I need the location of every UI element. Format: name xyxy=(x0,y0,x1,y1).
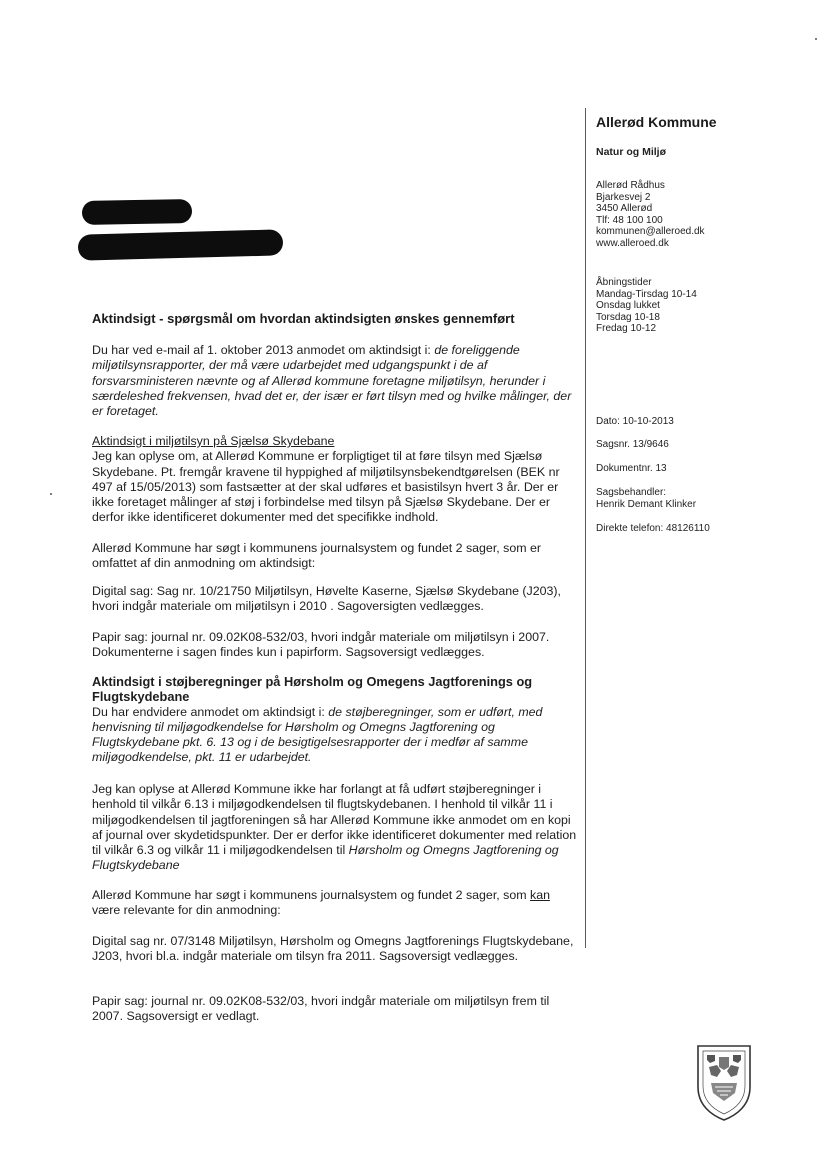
department-name: Natur og Miljø xyxy=(596,146,666,158)
intro-quote: de foreliggende miljøtilsynsrapporter, der må være udarbejdet med udgangspunkt i de af forsvarsministeren nævnte og af Allerød kommune foretagne miljøtilsyn, herunder i særdeleshed frekvensen, hvad det er, der især er ført tilsyn med og hvilke målinger, der er foretaget. xyxy=(92,343,572,419)
letter-title: Aktindsigt - spørgsmål om hvordan aktindsigten ønskes gennemført xyxy=(92,311,515,326)
redacted-recipient-name xyxy=(82,199,192,225)
section2 xyxy=(92,674,577,766)
opening-hours-line: Mandag-Tirsdag 10-14 xyxy=(596,288,697,300)
opening-hours-title: Åbningstider xyxy=(596,277,652,288)
opening-hours-line: Onsdag lukket xyxy=(596,300,660,311)
case-officer-name: Henrik Demant Klinker xyxy=(596,498,697,510)
paper-case-paragraph-2: Papir sag: journal nr. 09.02K08-532/03, hvori indgår materiale om miljøtilsyn frem til 2007. Sagsoversigt er vedlagt. xyxy=(92,994,550,1024)
journal-search-paragraph-2 xyxy=(92,888,577,919)
case-officer-label: Sagsbehandler: xyxy=(596,487,667,498)
section1 xyxy=(92,434,577,526)
journal2-text-a: Allerød Kommune har søgt i kommunens journalsystem og fundet 2 sager, som xyxy=(92,888,530,902)
website-line: www.alleroed.dk xyxy=(596,237,669,249)
section2-quote: de støjberegninger, som er udført, med henvisning til miljøgodkendelse for Hørsholm og Omegns Jagtforening og Flugtskydebane pkt. 6. 13 og i de besigtigelsesrapporter der i medfør af samme miljøgodkendelse, pkt. 11 er udarbejdet. xyxy=(92,704,543,765)
noise-calc-text: Jeg kan oplyse at Allerød Kommune ikke har forlangt at få udført støjberegninger i henhold til vilkår 6.13 i miljøgodkendelsen til flugtskydebanen. I henhold til vilkår 11 i miljøgodkendelsen til jagtforeningen så har Allerød Kommune ikke anmodet om en kopi af journal over skydetidspunkter. Der er derfor ikke identificeret dokumenter med relation til vilkår 6.3 og vilkår 11 i miljøgodkendelsen til xyxy=(92,782,577,858)
opening-hours-block xyxy=(596,277,697,335)
sidebar-divider xyxy=(585,108,586,948)
section2-text: Du har endvidere anmodet om aktindsigt i: xyxy=(92,704,329,719)
address-line: 3450 Allerød xyxy=(596,203,653,214)
noise-calc-paragraph xyxy=(92,782,577,874)
journal2-underlined: kan xyxy=(530,888,550,902)
address-line: Allerød Rådhus xyxy=(596,180,665,191)
document-number: Dokumentnr. 13 xyxy=(596,463,667,474)
intro-paragraph xyxy=(92,343,577,419)
section2-heading: Aktindsigt i støjberegninger på Hørsholm og Omegens Jagtforenings og Flugtskydebane xyxy=(92,674,533,705)
redacted-recipient-address xyxy=(78,229,284,260)
intro-text: Du har ved e-mail af 1. oktober 2013 anmodet om aktindsigt i: xyxy=(92,343,435,357)
section1-heading: Aktindsigt i miljøtilsyn på Sjælsø Skydebane xyxy=(92,434,335,448)
opening-hours-line: Torsdag 10-18 xyxy=(596,311,660,323)
direct-phone: Direkte telefon: 48126110 xyxy=(596,523,710,534)
address-line: Bjarkesvej 2 xyxy=(596,191,651,203)
case-officer-block xyxy=(596,487,696,510)
journal-search-paragraph-1: Allerød Kommune har søgt i kommunens journalsystem og fundet 2 sager, som er omfattet af din anmodning om aktindsigt: xyxy=(92,541,542,571)
org-address-block xyxy=(596,180,705,249)
org-name: Allerød Kommune xyxy=(596,114,717,130)
noise-calc-quote: Hørsholm og Omegns Jagtforening og Flugtskydebane xyxy=(92,843,559,873)
opening-hours-line: Fredag 10-12 xyxy=(596,323,657,334)
paper-case-paragraph-1: Papir sag: journal nr. 09.02K08-532/03, hvori indgår materiale om miljøtilsyn i 2007. Dokumenterne i sagen findes kun i papirform. Sagsoversigt vedlægges. xyxy=(92,630,550,660)
phone-line: Tlf: 48 100 100 xyxy=(596,214,663,226)
journal2-text-b: være relevante for din anmodning: xyxy=(92,903,281,918)
digital-case-paragraph-1: Digital sag: Sag nr. 10/21750 Miljøtilsyn, Høvelte Kaserne, Sjælsø Skydebane (J203), hvori indgår materiale om miljøtilsyn i 2010 . Sagoversigten vedlægges. xyxy=(92,584,561,614)
scan-speck xyxy=(815,38,817,40)
case-number: Sagsnr. 13/9646 xyxy=(596,439,669,450)
section1-body: Jeg kan oplyse om, at Allerød Kommune er forpligtiget til at føre tilsyn med Sjælsø Skydebane. Pt. fremgår kravene til hyppighed af miljøtilsynsbekendtgørelsen (BEK nr 497 af 15/05/2013) som fastsætter at der skal udføres et basistilsyn hvert 3 år. Der er ikke foretaget målinger af støj i forbindelse med tilsyn på Sjælsø Skydebane. Der er derfor ikke identificeret dokumenter med det specifikke indhold. xyxy=(92,449,560,525)
email-line: kommunen@alleroed.dk xyxy=(596,226,705,237)
digital-case-paragraph-2: Digital sag nr. 07/3148 Miljøtilsyn, Hørsholm og Omegns Jagtforenings Flugtskydebane, J203, hvori bl.a. indgår materiale om tilsyn fra 2011. Sagsoversigt vedlægges. xyxy=(92,934,574,964)
scan-speck xyxy=(50,493,52,495)
date-field: Dato: 10-10-2013 xyxy=(596,416,674,427)
municipal-crest-icon xyxy=(695,1043,753,1123)
